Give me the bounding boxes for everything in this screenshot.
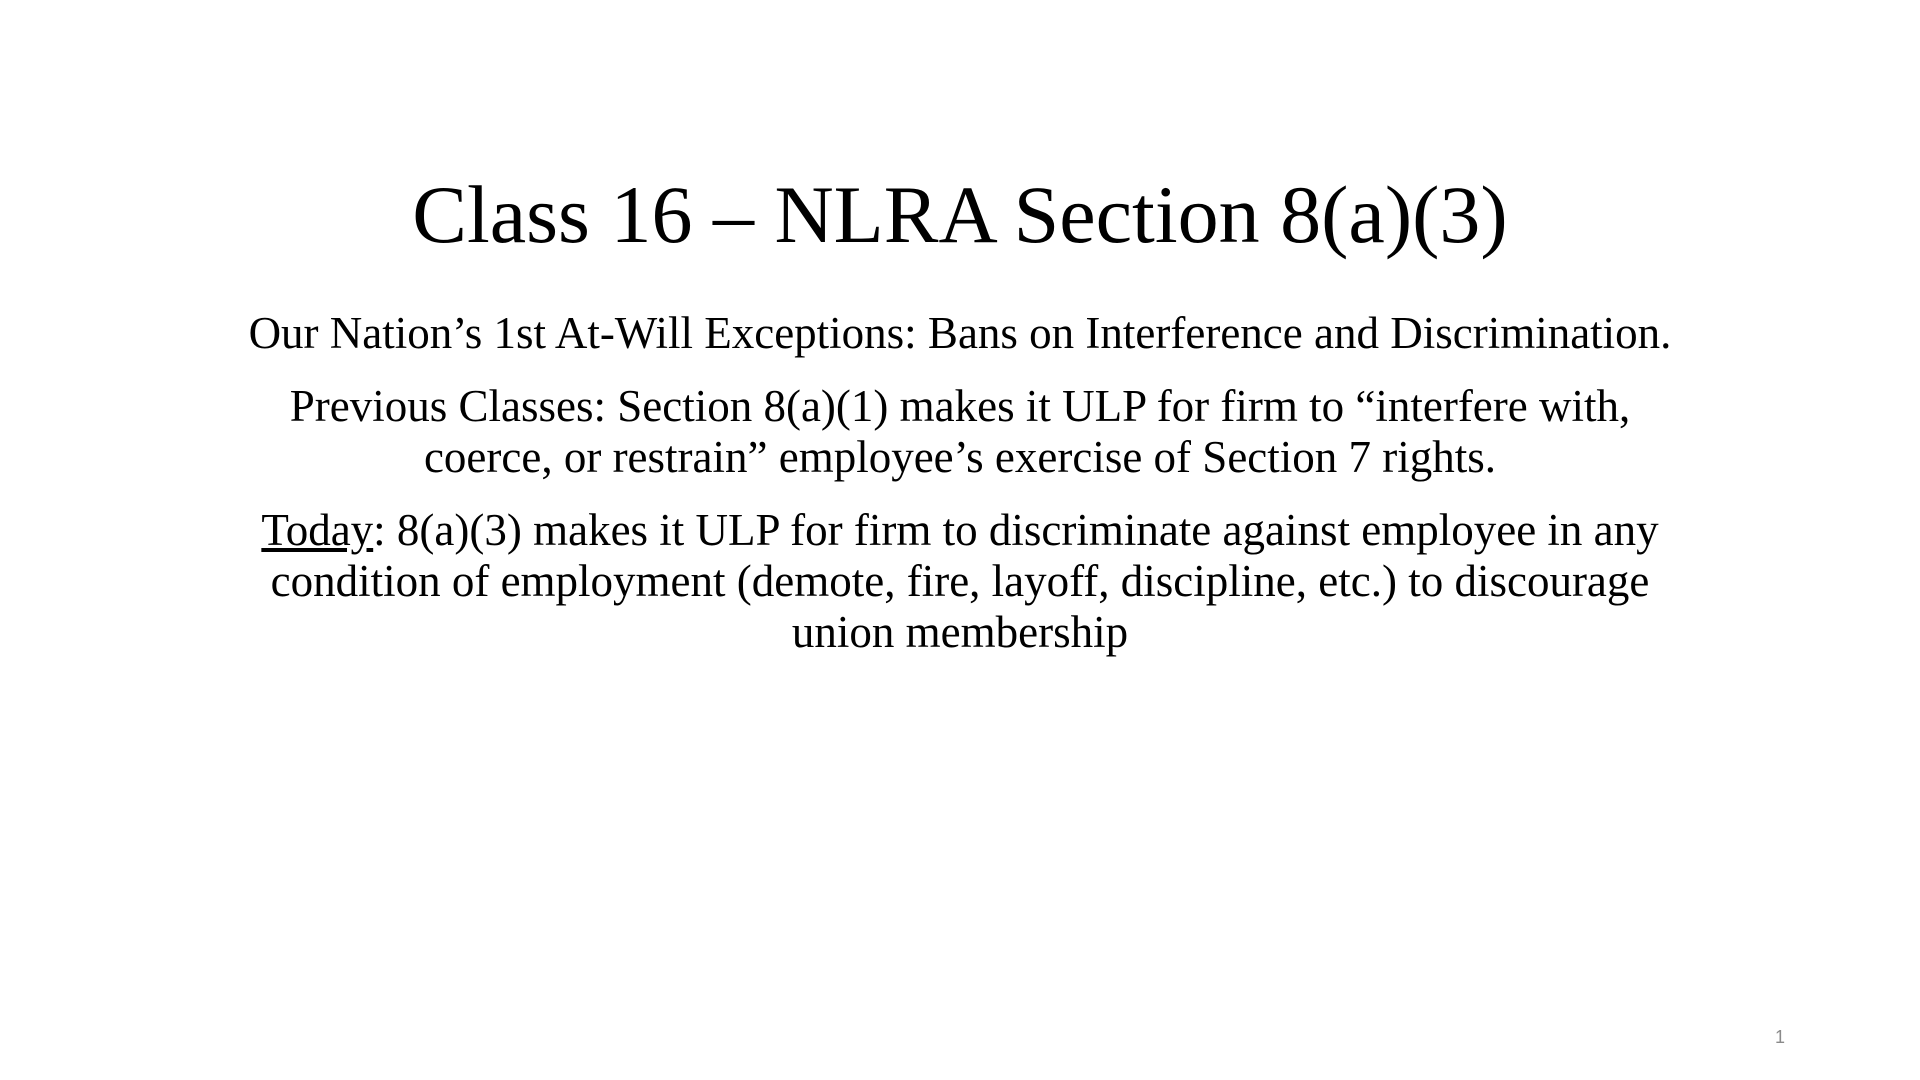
paragraph-text: Previous Classes: Section 8(a)(1) makes it ULP for firm to “interfere with, coerce, or restrain” employee’s exercise of Section 7 rights. bbox=[289, 381, 1631, 482]
paragraph-text: : 8(a)(3) makes it ULP for firm to discriminate against employee in any condition of employment (demote, fire, layoff, discipline, etc.) to discourage union membership bbox=[270, 505, 1659, 657]
paragraph-at-will-exceptions bbox=[240, 308, 1680, 359]
slide-title: Class 16 – NLRA Section 8(a)(3) bbox=[412, 169, 1508, 260]
paragraph-text: Our Nation’s 1st At-Will Exceptions: Bans on Interference and Discrimination. bbox=[248, 308, 1672, 358]
slide-body bbox=[240, 308, 1680, 680]
today-label: Today bbox=[261, 505, 374, 555]
page-number: 1 bbox=[1774, 1027, 1785, 1047]
paragraph-today bbox=[240, 505, 1680, 658]
paragraph-previous-classes bbox=[240, 381, 1680, 483]
